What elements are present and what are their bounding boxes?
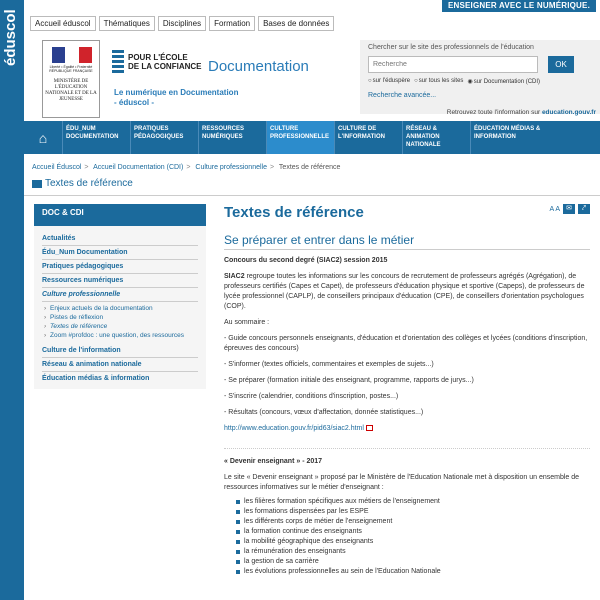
- crumb-doc[interactable]: Accueil Documentation (CDI): [93, 164, 184, 171]
- advanced-search-link[interactable]: Recherche avancée...: [368, 92, 437, 99]
- list-item: la gestion de sa carrière: [244, 557, 590, 567]
- sidebar-item-emi[interactable]: Éducation médias & information: [42, 375, 150, 382]
- crumb-culture[interactable]: Culture professionnelle: [195, 164, 267, 171]
- tab-disciplines[interactable]: Disciplines: [158, 16, 206, 31]
- sommaire-item: - Résultats (concours, vœux d'affectation, donnée statistiques...): [224, 409, 424, 416]
- content-divider: [224, 448, 590, 449]
- folder-icon: [32, 180, 42, 188]
- sidebar: [34, 204, 206, 389]
- ecole-confiance-logo: [112, 50, 201, 74]
- french-flag-icon: [52, 47, 92, 63]
- sidebar-sub-enjeux[interactable]: › Enjeux actuels de la documentation: [50, 304, 198, 313]
- list-item: la mobilité géographique des enseignants: [244, 537, 590, 547]
- home-icon[interactable]: ⌂: [38, 129, 48, 146]
- sidebar-item-pratiques[interactable]: Pratiques pédagogiques: [42, 260, 198, 274]
- list-item: les filières formation spécifiques aux métiers de l'enseignement: [244, 497, 590, 507]
- stripes-icon: [112, 50, 124, 74]
- nav-culture-pro[interactable]: CULTURE PROFESSIONNELLE: [266, 121, 334, 154]
- search-panel: [360, 40, 600, 114]
- sidebar-sub-pistes[interactable]: › Pistes de réflexion: [50, 313, 198, 322]
- subtitle-line1: Le numérique en Documentation: [114, 88, 239, 97]
- list-item: les différents corps de métier de l'enseignement: [244, 517, 590, 527]
- sidebar-subitems: [42, 302, 198, 344]
- list-item: la rémunération des enseignants: [244, 547, 590, 557]
- page-title: Textes de référence: [224, 204, 364, 221]
- search-label: Chercher sur le site des professionnels de l'éducation: [368, 44, 534, 51]
- sidebar-item-reseau[interactable]: Réseau & animation nationale: [42, 358, 198, 372]
- top-strip: [24, 0, 600, 12]
- nav-reseau[interactable]: RÉSEAU & ANIMATION NATIONALE: [402, 121, 470, 154]
- left-brand-bar: [0, 0, 24, 600]
- sommaire-item: - Se préparer (formation initiale des enseignant, programme, rapports de jurys...): [224, 377, 474, 384]
- sommaire-item: - S'informer (textes officiels, commentaires et exemples de sujets...): [224, 361, 434, 368]
- site-header: [24, 34, 600, 120]
- sidebar-item-culture-pro[interactable]: Culture professionnelle: [42, 288, 198, 302]
- sommaire-item: - Guide concours personnels enseignants, d'éducation et d'orientation des collèges et lycées (conditions d'inscription, épreuves des concours): [224, 335, 588, 352]
- page-tools: [549, 204, 590, 214]
- list-item: les évolutions professionnelles au sein de l'Education Nationale: [244, 567, 590, 577]
- tab-accueil-eduscol[interactable]: Accueil éduscol: [30, 16, 96, 31]
- share-icon[interactable]: ⤤: [578, 204, 590, 214]
- devenir-paragraph: Le site « Devenir enseignant » proposé par le Ministère de l'Education Nationale met à disposition un ensemble de ressources informatives sur le métier d'enseignant :: [224, 474, 580, 491]
- tab-bases-de-donnees[interactable]: Bases de données: [258, 16, 334, 31]
- retro-text: Retrouvez toute l'information sur: [446, 109, 541, 116]
- sommaire-label: Au sommaire :: [224, 319, 270, 326]
- divider: [24, 195, 600, 196]
- education-gouv-link[interactable]: education.gouv.fr: [541, 109, 596, 116]
- crumb-home[interactable]: Accueil Éduscol: [32, 164, 82, 171]
- main-nav: [24, 121, 600, 154]
- subtitle-line2: - éduscol -: [114, 98, 155, 107]
- sidebar-item-culture-info[interactable]: Culture de l'information: [42, 344, 198, 358]
- sidebar-item-actualites[interactable]: Actualités: [42, 232, 198, 246]
- concours-heading: Concours du second degré (SIAC2) session 2015: [224, 257, 388, 264]
- breadcrumb: Accueil Éduscol > Accueil Documentation (CDI) > Culture professionnelle > Textes de référence: [32, 164, 341, 171]
- text-size-icon[interactable]: A A: [549, 205, 560, 213]
- list-item: les formations dispensées par les ESPE: [244, 507, 590, 517]
- search-ok-button[interactable]: OK: [548, 56, 574, 73]
- sidebar-head[interactable]: DOC & CDI: [34, 204, 206, 226]
- section-heading: Se préparer et entrer dans le métier: [224, 233, 590, 250]
- top-tabs: [30, 16, 334, 31]
- sommaire-item: - S'inscrire (calendrier, conditions d'inscription, postes...): [224, 393, 399, 400]
- slogan-banner: ENSEIGNER AVEC LE NUMÉRIQUE.: [442, 0, 596, 12]
- page-label: [32, 178, 133, 189]
- ecole-line1: POUR L'ÉCOLE: [128, 53, 188, 62]
- ministry-name: MINISTÈRE DE L'ÉDUCATION NATIONALE ET DE LA JEUNESSE: [45, 79, 97, 102]
- site-name[interactable]: Documentation: [208, 58, 309, 75]
- main-content: [224, 204, 590, 577]
- tab-thematiques[interactable]: Thématiques: [99, 16, 155, 31]
- radio-eduspere[interactable]: ○ sur l'éduspère: [368, 78, 410, 85]
- education-gouv-notice: [447, 109, 596, 116]
- list-item: la formation continue des enseignants: [244, 527, 590, 537]
- sidebar-sub-zoom[interactable]: › Zoom #profdoc : une question, des ressources: [50, 331, 198, 340]
- ministry-logo[interactable]: [42, 40, 100, 118]
- ecole-line2: DE LA CONFIANCE: [128, 62, 202, 71]
- nav-emi[interactable]: ÉDUCATION MÉDIAS & INFORMATION: [470, 121, 561, 154]
- radio-documentation[interactable]: ◉ sur Documentation (CDI): [467, 78, 540, 85]
- nav-pratiques[interactable]: PRATIQUES PÉDAGOGIQUES: [130, 121, 198, 154]
- search-input[interactable]: [368, 56, 538, 73]
- republique-francaise-text: Liberté • Égalité • Fraternité RÉPUBLIQUE FRANÇAISE: [49, 65, 93, 73]
- nav-culture-info[interactable]: CULTURE DE L'INFORMATION: [334, 121, 402, 154]
- sidebar-sub-textes[interactable]: › Textes de référence: [50, 322, 198, 331]
- devenir-list: [224, 497, 590, 577]
- site-subtitle: [114, 88, 238, 108]
- radio-all-sites[interactable]: ○ sur tous les sites: [414, 78, 463, 85]
- tab-formation[interactable]: Formation: [209, 16, 255, 31]
- sidebar-item-ressources[interactable]: Ressources numériques: [42, 274, 198, 288]
- page-label-text: Textes de référence: [45, 178, 133, 189]
- search-scope-radios: [368, 78, 540, 85]
- siac2-paragraph: SIAC2 regroupe toutes les informations sur les concours de recrutement de professeurs agrégés (Agrégation), de professeurs certifiés (Capes et Capet), de professeurs d'éducation physique et sportive (Capeps), de professeurs de lycée professionnel (CAPLP), de conseillers principaux d'éducation (CPE), de conseillers d'orientation psychologues (COP).: [224, 273, 585, 310]
- siac2-link[interactable]: http://www.education.gouv.fr/pid63/siac2.html: [224, 425, 364, 432]
- devenir-heading: « Devenir enseignant » - 2017: [224, 458, 323, 465]
- nav-ressources[interactable]: RESSOURCES NUMÉRIQUES: [198, 121, 266, 154]
- email-icon[interactable]: ✉: [563, 204, 575, 214]
- nav-edu-num[interactable]: ÉDU_NUM DOCUMENTATION: [62, 121, 130, 154]
- sidebar-item-edu-num[interactable]: Édu_Num Documentation: [42, 246, 198, 260]
- eduscol-logo[interactable]: éduscol: [2, 9, 19, 67]
- external-link-icon: [366, 425, 373, 431]
- crumb-current: Textes de référence: [278, 164, 341, 171]
